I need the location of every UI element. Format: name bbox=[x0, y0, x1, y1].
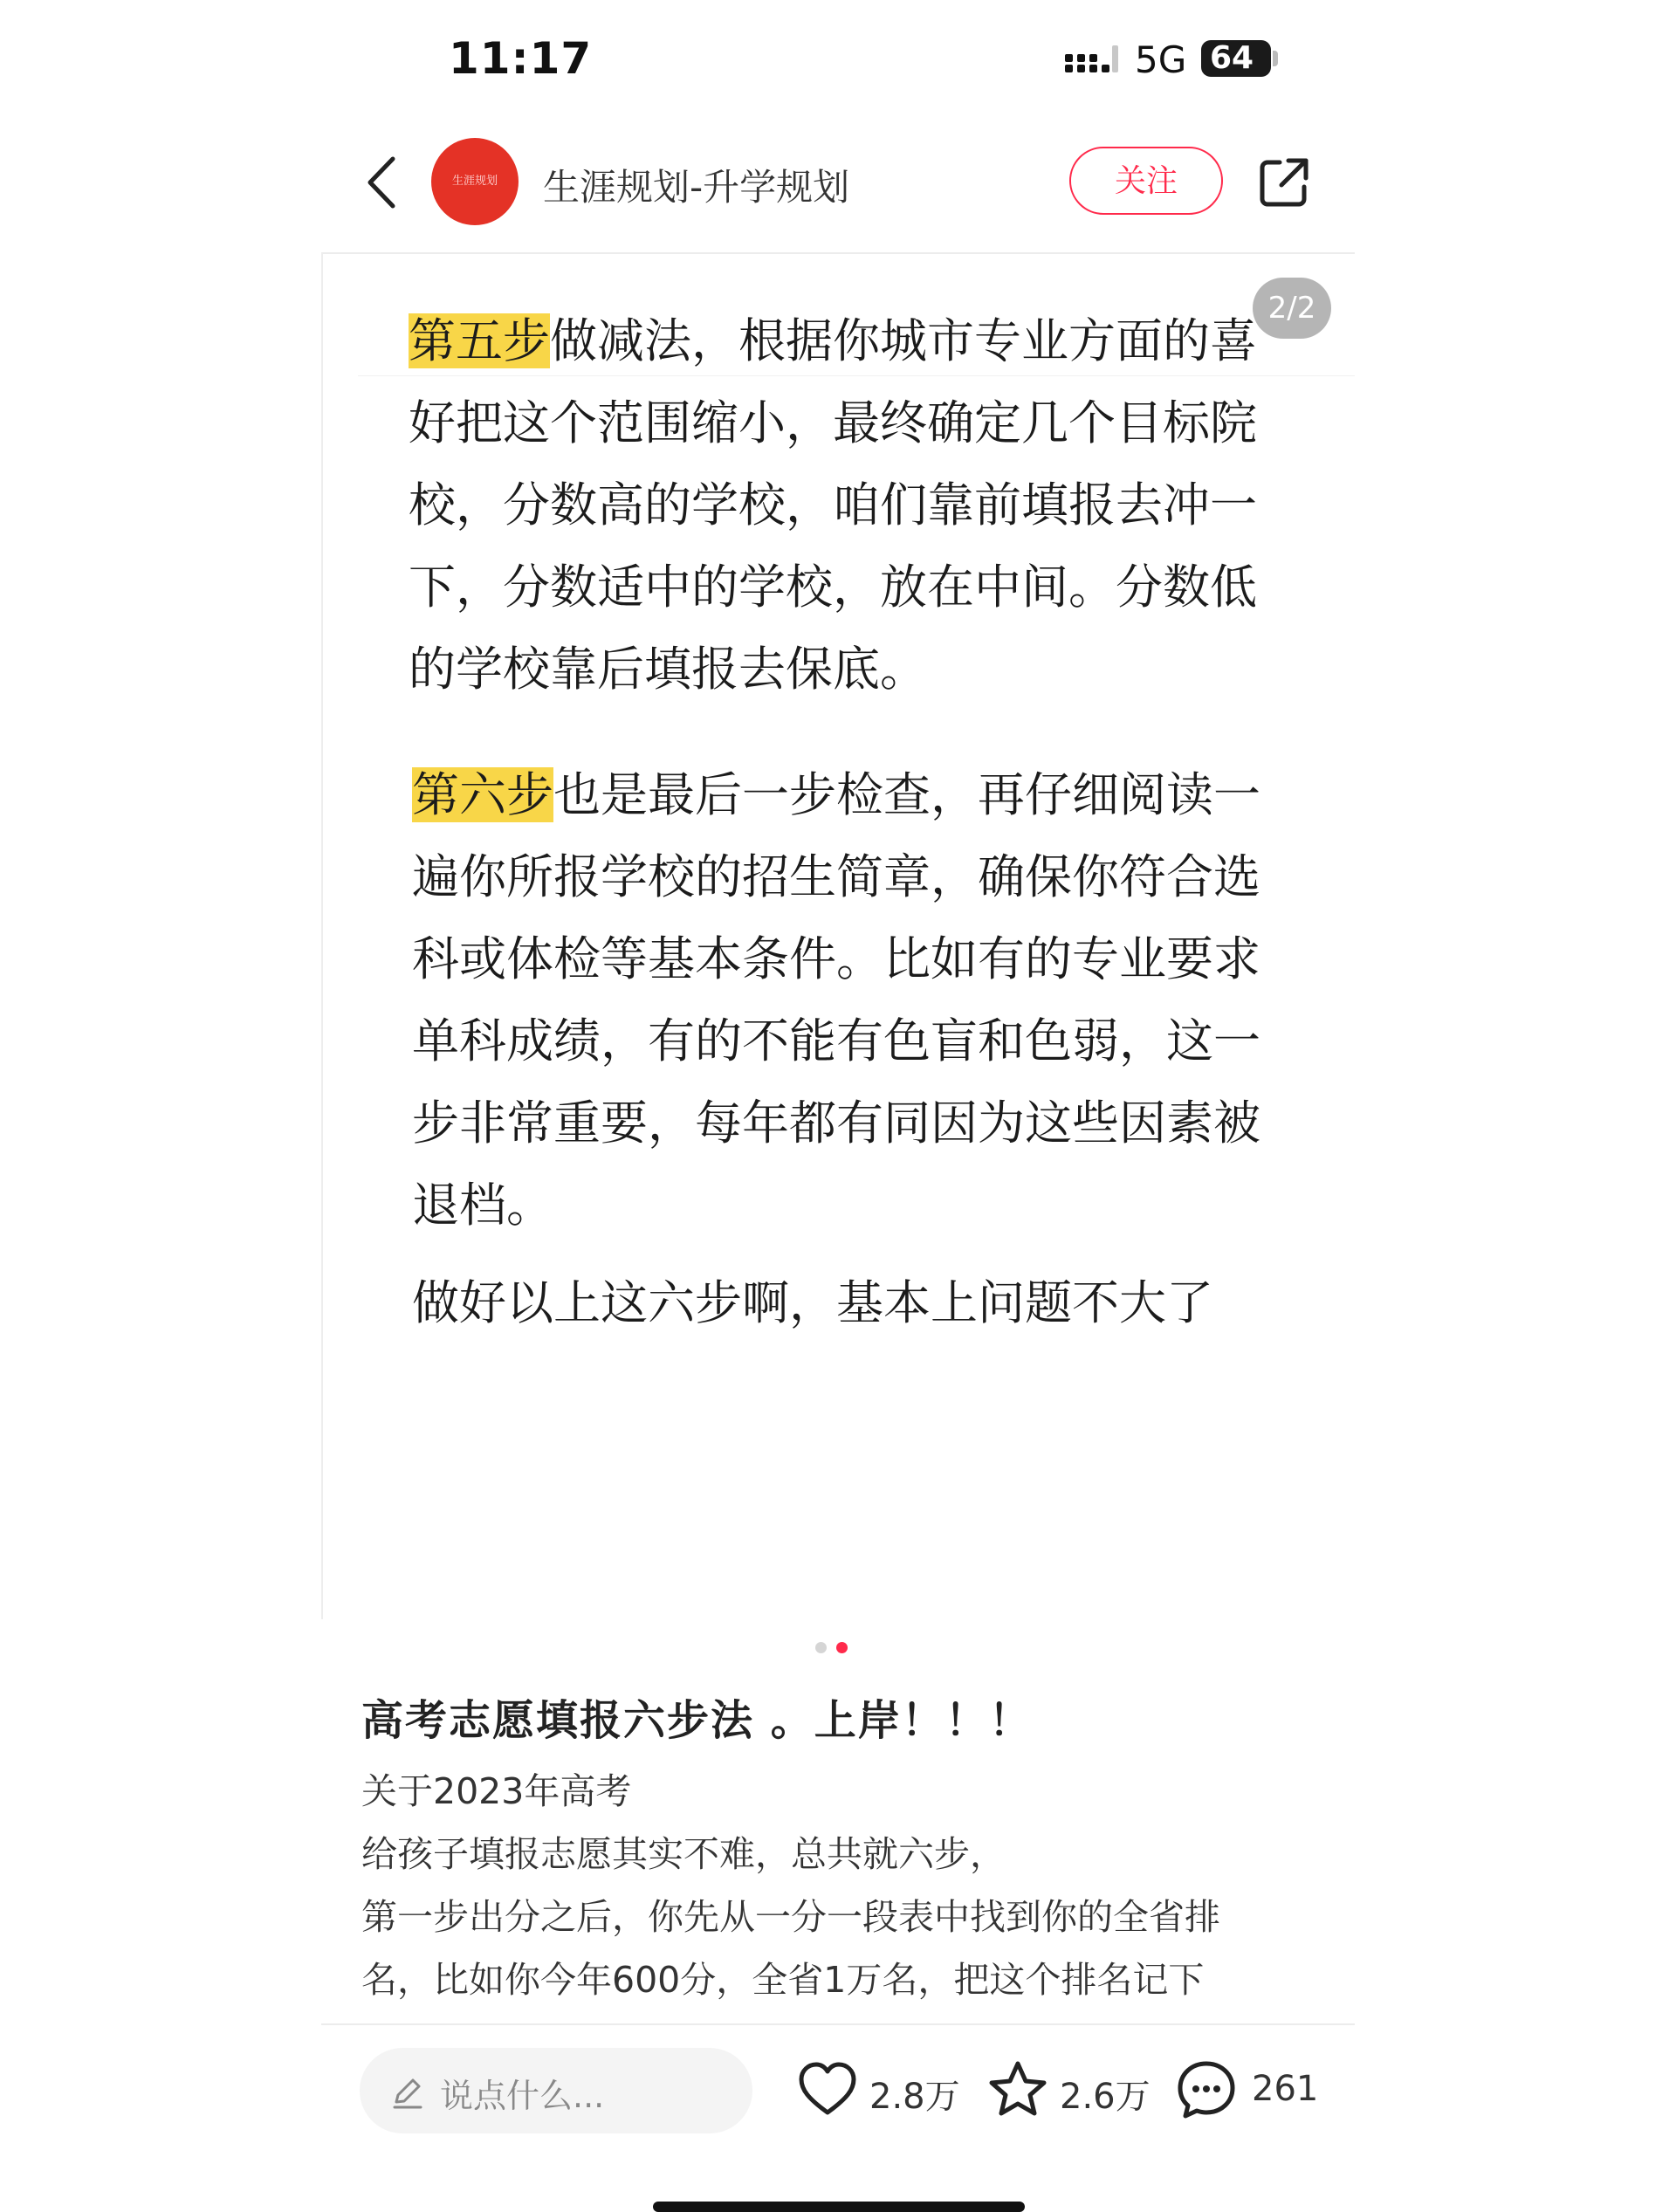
text-line: 退档。 bbox=[412, 1178, 553, 1233]
image-edge bbox=[321, 253, 323, 1619]
battery-tip bbox=[1273, 51, 1278, 66]
note-line: 第一步出分之后，你先从一分一段表中找到你的全省排 bbox=[361, 1896, 1220, 1938]
text-line: 好把这个范围缩小，最终确定几个目标院 bbox=[409, 395, 1257, 450]
note-line: 关于2023年高考 bbox=[361, 1770, 632, 1812]
avatar[interactable]: 生涯规划 bbox=[431, 138, 519, 225]
note-line: 给孩子填报志愿其实不难，总共就六步， bbox=[361, 1833, 1006, 1875]
chevron-left-icon[interactable] bbox=[360, 154, 403, 211]
pencil-icon bbox=[389, 2076, 424, 2111]
step-five-paragraph bbox=[409, 300, 1273, 711]
note-line: 名，比如你今年600分，全省1万名，把这个排名记下 bbox=[361, 1959, 1205, 2001]
like-count: 2.8万 bbox=[869, 2077, 960, 2117]
carousel-dot-active[interactable] bbox=[836, 1642, 848, 1653]
status-time: 11:17 bbox=[449, 33, 593, 84]
step-six-highlight: 第六步 bbox=[412, 767, 553, 822]
text-line: 的学校靠后填报去保底。 bbox=[409, 642, 927, 697]
carousel-dot[interactable] bbox=[815, 1642, 827, 1653]
comment-bubble-icon[interactable] bbox=[1175, 2058, 1238, 2121]
star-icon[interactable] bbox=[986, 2058, 1049, 2121]
signal-icon bbox=[1063, 44, 1121, 82]
step-five-highlight: 第五步 bbox=[409, 313, 550, 368]
note-body bbox=[361, 1760, 1339, 2011]
closing-paragraph bbox=[412, 1262, 1276, 1344]
text-line bbox=[412, 754, 1276, 836]
comment-placeholder[interactable]: 说点什么... bbox=[440, 2077, 605, 2115]
text-line bbox=[409, 300, 1273, 382]
text-segment: 做减法，根据你城市专业方面的喜 bbox=[550, 313, 1257, 368]
text-line: 遍你所报学校的招生简章，确保你符合选 bbox=[412, 849, 1260, 904]
text-line: 下，分数适中的学校，放在中间。分数低 bbox=[409, 560, 1257, 615]
home-indicator bbox=[653, 2202, 1025, 2212]
network-type: 5G bbox=[1135, 38, 1187, 81]
heart-icon[interactable] bbox=[796, 2058, 859, 2121]
text-line: 校，分数高的学校，咱们靠前填报去冲一 bbox=[409, 477, 1257, 532]
bottom-divider bbox=[321, 2023, 1355, 2025]
favorite-count: 2.6万 bbox=[1060, 2077, 1151, 2117]
share-icon[interactable] bbox=[1257, 155, 1311, 210]
header-divider bbox=[321, 252, 1355, 254]
text-line: 步非常重要，每年都有同因为这些因素被 bbox=[412, 1096, 1260, 1151]
comment-count: 261 bbox=[1252, 2069, 1319, 2109]
follow-button[interactable]: 关注 bbox=[1069, 147, 1223, 215]
text-line: 单科成绩，有的不能有色盲和色弱，这一 bbox=[412, 1013, 1260, 1068]
note-title: 高考志愿填报六步法 。上岸！！！ bbox=[361, 1696, 1033, 1745]
text-segment: 也是最后一步检查，再仔细阅读一 bbox=[553, 767, 1260, 822]
battery-icon bbox=[1201, 40, 1271, 77]
text-line: 做好以上这六步啊，基本上问题不大了 bbox=[412, 1275, 1213, 1330]
battery-level: 64 bbox=[1210, 40, 1254, 76]
text-line: 科或体检等基本条件。比如有的专业要求 bbox=[412, 931, 1260, 986]
image-page-counter: 2/2 bbox=[1253, 278, 1331, 339]
step-six-paragraph bbox=[412, 754, 1276, 1247]
author-name[interactable]: 生涯规划-升学规划 bbox=[543, 166, 850, 209]
